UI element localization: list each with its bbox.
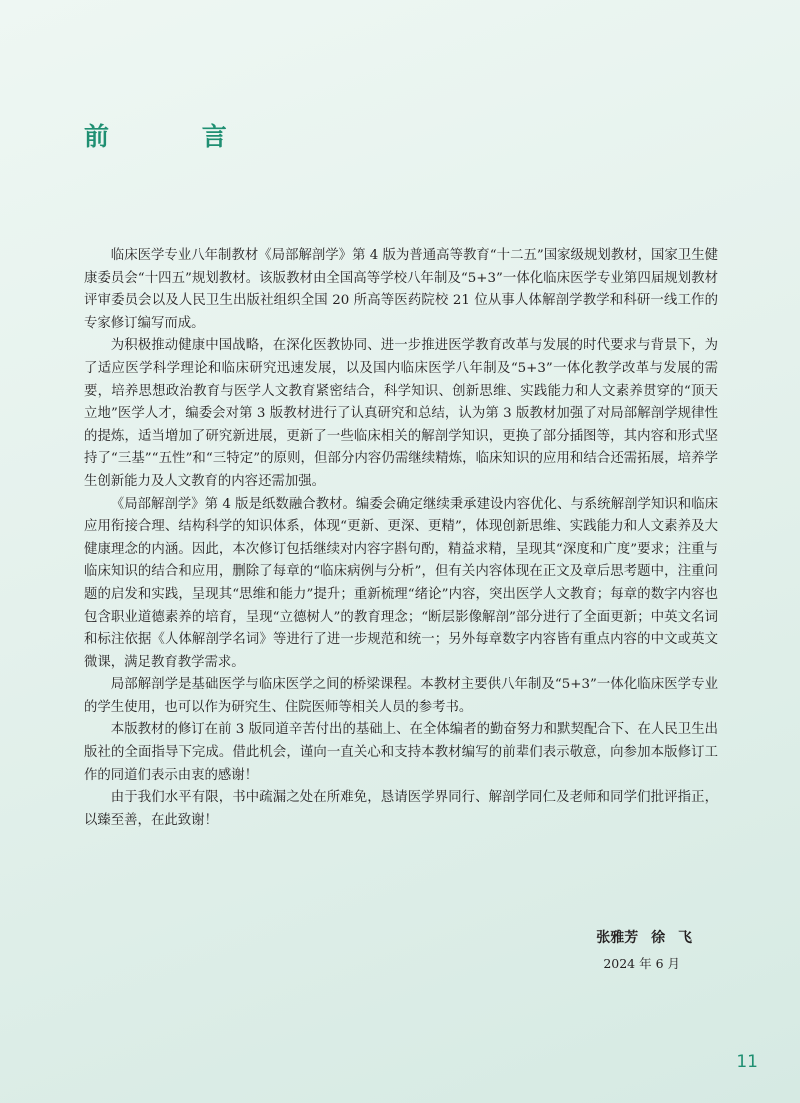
page-heading: 前 言 bbox=[84, 122, 269, 151]
paragraph-4: 局部解剖学是基础医学与临床医学之间的桥梁课程。本教材主要供八年制及“5+3”一体化临床医学专业的学生使用，也可以作为研究生、住院医师等相关人员的参考书。 bbox=[84, 677, 718, 715]
author-names: 张雅芳 徐 飞 bbox=[596, 930, 692, 946]
paragraph-1: 临床医学专业八年制教材《局部解剖学》第 4 版为普通高等教育“十二五”国家级规划教材，国家卫生健康委员会“十四五”规划教材。该版教材由全国高等学校八年制及“5+3”一体化临床医学专业第四届规划教材评审委员会以及人民卫生出版社组织全国 20 所高等医药院校 21 位从事人体解剖学教学和科研一线工作的专家修订编写而成。 bbox=[84, 248, 718, 331]
signature-block bbox=[596, 928, 692, 973]
paragraph-3: 《局部解剖学》第 4 版是纸数融合教材。编委会确定继续秉承建设内容优化、与系统解剖学知识和临床应用衔接合理、结构科学的知识体系，体现“更新、更深、更精”，体现创新思维、实践能力和人文素养及大健康理念的内涵。因此，本次修订包括继续对内容字斟句酌，精益求精，呈现其“深度和广度”要求；注重与临床知识的结合和应用，删除了每章的“临床病例与分析”，但有关内容体现在正文及章后思考题中，注重问题的启发和实践，呈现其“思维和能力”提升；重新梳理“绪论”内容，突出医学人文教育；每章的数字内容也包含职业道德素养的培育，呈现“立德树人”的教育理念；“断层影像解剖”部分进行了全面更新；中英文名词和标注依据《人体解剖学名词》等进行了进一步规范和统一；另外每章数字内容皆有重点内容的中文或英文微课，满足教育教学需求。 bbox=[84, 496, 718, 670]
signature-date: 2024 年 6 月 bbox=[603, 956, 680, 971]
paragraph-5: 本版教材的修订在前 3 版同道辛苦付出的基础上、在全体编者的勤奋努力和默契配合下、在人民卫生出版社的全面指导下完成。借此机会，谨向一直关心和支持本教材编写的前辈们表示敬意，向参加本版修订工作的同道们表示由衷的感谢！ bbox=[84, 722, 718, 783]
preface-body bbox=[84, 245, 718, 832]
paragraph-2: 为积极推动健康中国战略，在深化医教协同、进一步推进医学教育改革与发展的时代要求与背景下，为了适应医学科学理论和临床研究迅速发展，以及国内临床医学八年制及“5+3”一体化教学改革与发展的需要，培养思想政治教育与医学人文教育紧密结合，科学知识、创新思维、实践能力和人文素养贯穿的“顶天立地”医学人才，编委会对第 3 版教材进行了认真研究和总结，认为第 3 版教材加强了对局部解剖学规律性的提炼，适当增加了研究新进展，更新了一些临床相关的解剖学知识，更换了部分插图等，其内容和形式坚持了“三基”“五性”和“三特定”的原则，但部分内容仍需继续精炼，临床知识的应用和结合还需拓展，培养学生创新能力及人文教育的内容还需加强。 bbox=[84, 338, 718, 489]
page-number: 11 bbox=[736, 1052, 758, 1072]
paragraph-6: 由于我们水平有限，书中疏漏之处在所难免，恳请医学界同行、解剖学同仁及老师和同学们批评指正，以臻至善，在此致谢！ bbox=[84, 790, 718, 828]
